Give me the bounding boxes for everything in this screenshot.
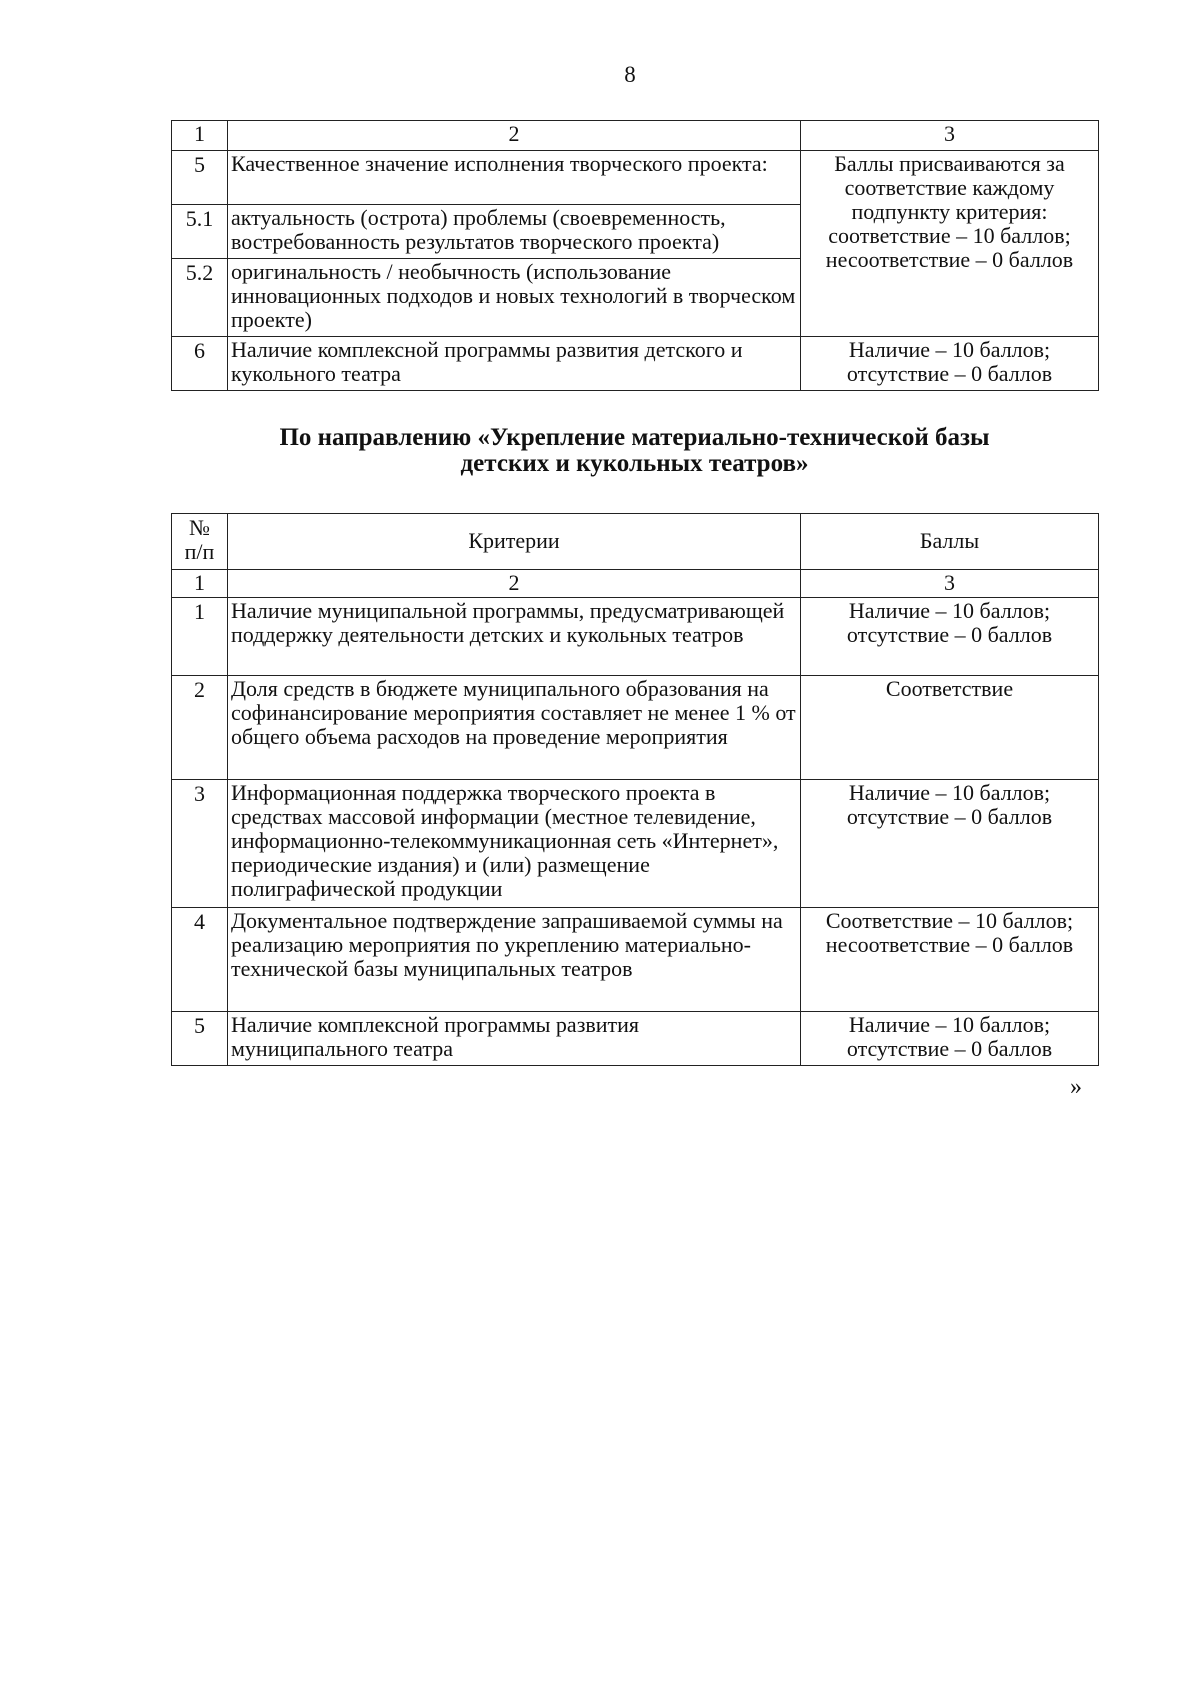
page-number: 8 [624,62,636,87]
section-heading [171,425,1098,477]
section-heading-line: детских и кукольных театров» [460,450,809,477]
table-column-number-row [172,121,1099,151]
score-cell: Наличие – 10 баллов; отсутствие – 0 баллов [801,598,1099,676]
column-number-cell: 1 [172,121,228,151]
table-row [172,676,1099,780]
criterion-cell: оригинальность / необычность (использование инновационных подходов и новых технологий в творческом проекте) [228,259,801,337]
row-number-cell: 2 [172,676,228,780]
score-cell-merged: Баллы присваиваются за соответствие каждому подпункту критерия: соответствие – 10 баллов; несоответствие – 0 баллов [801,151,1099,337]
row-number-cell: 5 [172,1012,228,1066]
table-row [172,908,1099,1012]
column-header-number [172,514,228,570]
column-number-cell: 3 [801,570,1099,598]
criterion-cell: Информационная поддержка творческого проекта в средствах массовой информации (местное телевидение, информационно-телекоммуникационная сеть «Интернет», периодические издания) и (или) размещение полиграфической продукции [228,780,801,908]
score-cell: Наличие – 10 баллов; отсутствие – 0 баллов [801,337,1099,391]
closing-quote: » [1070,1074,1082,1100]
table-header-row [172,514,1099,570]
row-number-cell: 1 [172,598,228,676]
table-row [172,151,1099,205]
column-header-number-line: п/п [184,539,215,564]
criterion-cell: Наличие комплексной программы развития муниципального театра [228,1012,801,1066]
column-number-cell: 3 [801,121,1099,151]
criterion-cell: актуальность (острота) проблемы (своевременность, востребованность результатов творческого проекта) [228,205,801,259]
row-number-cell: 4 [172,908,228,1012]
table-column-number-row [172,570,1099,598]
row-number-cell: 5.1 [172,205,228,259]
table-row [172,337,1099,391]
criterion-cell: Качественное значение исполнения творческого проекта: [228,151,801,205]
row-number-cell: 6 [172,337,228,391]
row-number-cell: 5.2 [172,259,228,337]
row-number-cell: 3 [172,780,228,908]
column-number-cell: 1 [172,570,228,598]
criteria-table-material-base [171,513,1099,1066]
criteria-table-theatre-projects [171,120,1099,391]
score-cell: Соответствие – 10 баллов; несоответствие – 0 баллов [801,908,1099,1012]
score-cell: Наличие – 10 баллов; отсутствие – 0 баллов [801,1012,1099,1066]
criterion-cell: Наличие комплексной программы развития детского и кукольного театра [228,337,801,391]
column-header-score: Баллы [801,514,1099,570]
table-row [172,780,1099,908]
column-number-cell: 2 [228,570,801,598]
column-header-criteria: Критерии [228,514,801,570]
column-header-number-line: № [189,515,210,540]
score-cell: Наличие – 10 баллов; отсутствие – 0 баллов [801,780,1099,908]
score-cell: Соответствие [801,676,1099,780]
table-row [172,598,1099,676]
row-number-cell: 5 [172,151,228,205]
section-heading-line: По направлению «Укрепление материально-технической базы [279,424,990,451]
column-number-cell: 2 [228,121,801,151]
criterion-cell: Наличие муниципальной программы, предусматривающей поддержку деятельности детских и кукольных театров [228,598,801,676]
criterion-cell: Доля средств в бюджете муниципального образования на софинансирование мероприятия составляет не менее 1 % от общего объема расходов на проведение мероприятия [228,676,801,780]
table-row [172,1012,1099,1066]
criterion-cell: Документальное подтверждение запрашиваемой суммы на реализацию мероприятия по укреплению материально-технической базы муниципальных театров [228,908,801,1012]
